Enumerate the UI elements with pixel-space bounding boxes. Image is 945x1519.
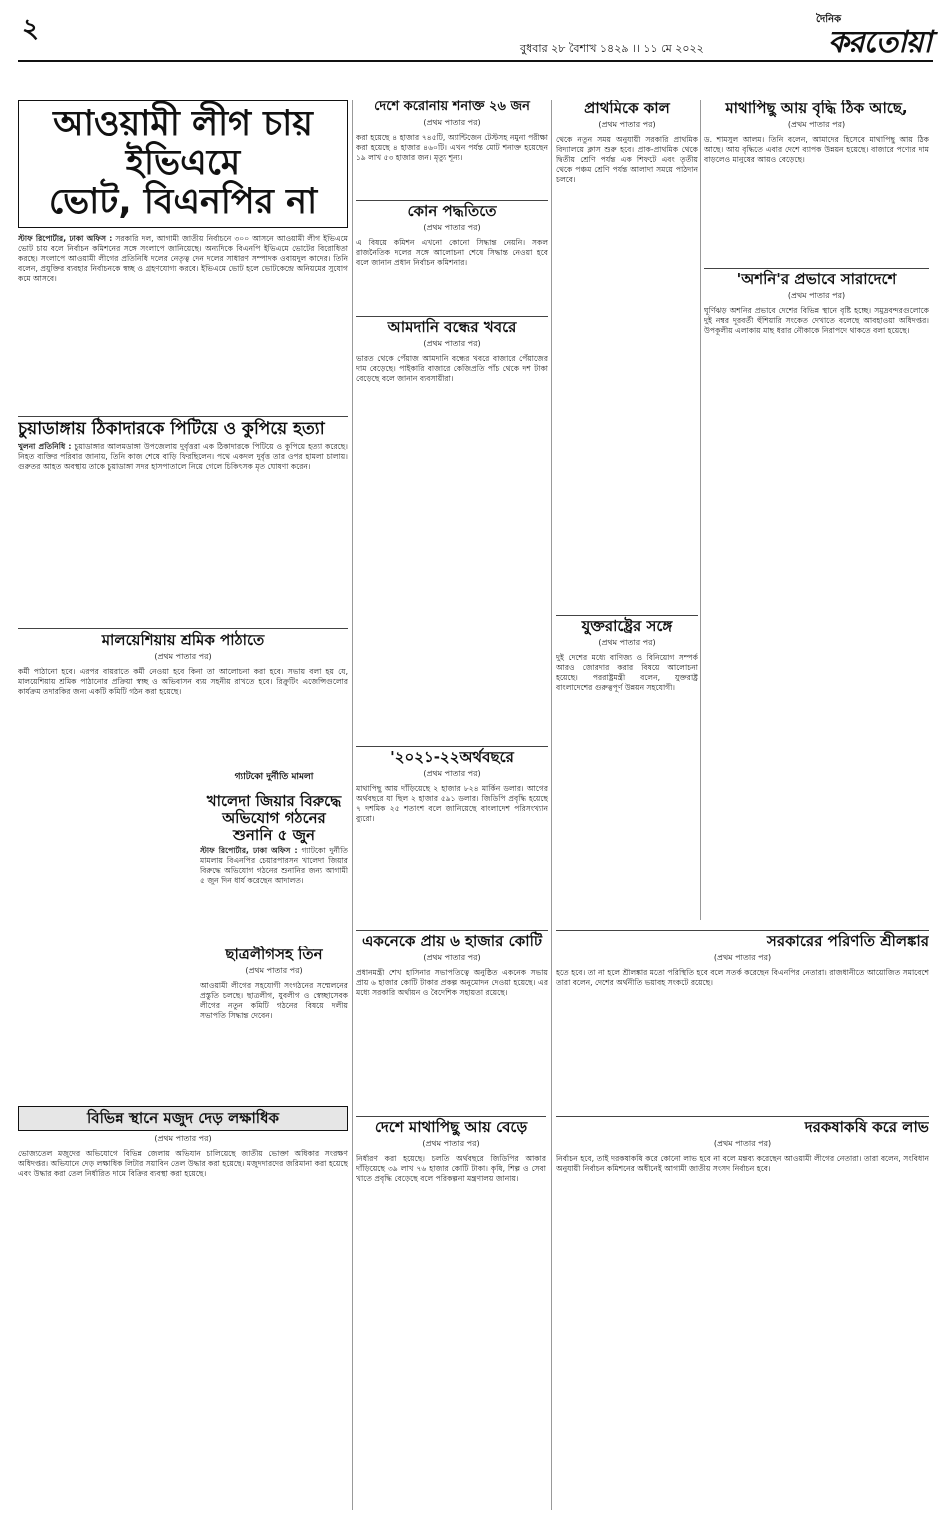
chhatralig-article — [200, 946, 348, 1096]
haggling-headline: দরকষাকষি করে লাভ — [804, 1118, 929, 1136]
govt-body: হতে হবে। তা না হলে শ্রীলঙ্কার মতো পরিস্থিতি হবে বলে সতর্ক করেছেন বিএনপির নেতারা। রাজধানীতে আয়োজিত সমাবেশে তারা বলেন, দেশের অর্থনীতি ভয়াবহ সংকটে রয়েছে। — [556, 967, 929, 987]
asani-headline: 'অশনি'র প্রভাবে সারাদেশে — [736, 270, 897, 288]
stockpile-jump: (প্রথম পাতার পর) — [154, 1133, 212, 1143]
primary-article — [556, 100, 698, 580]
import-body: ভারত থেকে পেঁয়াজ আমদানি বন্ধের খবরে বাজারে পেঁয়াজের দাম বেড়েছে। পাইকারি বাজারে কেজিপ্রতি পাঁচ থেকে দশ টাকা বেড়েছে বলে জানান ব্যবসায়ীরা। — [356, 353, 548, 383]
logo-prefix: দৈনিক — [816, 14, 842, 25]
khaleda-kicker: গ্যাটকো দুর্নীতি মামলা — [234, 772, 314, 782]
fy2122-headline: '২০২১-২২অর্থবছরে — [390, 748, 514, 766]
ekneke-jump: (প্রথম পাতার পর) — [423, 952, 481, 962]
chhatralig-headline: ছাত্রলীগসহ তিন — [225, 946, 323, 963]
newspaper-logo — [808, 6, 938, 58]
covid-jump: (প্রথম পাতার পর) — [423, 117, 481, 127]
asani-body: ঘূর্ণিঝড় অশনির প্রভাবে দেশের বিভিন্ন স্থানে বৃষ্টি হচ্ছে। সমুদ্রবন্দরগুলোকে দুই নম্বর দূরবর্তী হুঁশিয়ারি সংকেত দেখাতে বলেছে আবহাওয়া অধিদপ্তর। উপকূলীয় এলাকায় মাছ ধরার নৌকাকে নিরাপদে থাকতে বলা হয়েছে। — [704, 305, 929, 335]
haggling-jump: (প্রথম পাতার পর) — [713, 1138, 772, 1148]
asani-jump: (প্রথম পাতার পর) — [787, 290, 846, 300]
stockpile-article — [18, 1106, 348, 1506]
percapita-jump: (প্রথম পাতার পর) — [422, 1138, 480, 1148]
import-headline: আমদানি বন্ধের খবরে — [387, 318, 517, 336]
usa-article — [556, 615, 698, 915]
ekneke-headline: একনেকে প্রায় ৬ হাজার কোটি — [361, 932, 543, 950]
malaysia-headline: মালয়েশিয়ায় শ্রমিক পাঠাতে — [101, 631, 265, 649]
stockpile-headline: বিভিন্ন স্থানে মজুদ দেড় লক্ষাধিক — [87, 1109, 279, 1127]
govt-headline: সরকারের পরিণতি শ্রীলঙ্কার — [766, 932, 929, 950]
chuadanga-text: চুয়াডাঙ্গার আলমডাঙ্গা উপজেলায় দুর্বৃত্তরা এক ঠিকাদারকে পিটিয়ে ও কুপিয়ে হত্যা করেছে। নিহত ব্যক্তির পরিবার জানায়, তিনি কাজ শেষে বাড়ি ফিরছিলেন। পথে একদল দুর্বৃত্ত তার ওপর হামলা চালায়। গুরুতর আহত অবস্থায় তাকে চুয়াডাঙ্গা সদর হাসপাতালে নিয়ে গেলে চিকিৎসক মৃত ঘোষণা করেন। — [18, 442, 348, 472]
income-jump: (প্রথম পাতার পর) — [787, 119, 846, 129]
usa-headline: যুক্তরাষ্ট্রের সঙ্গে — [581, 617, 673, 635]
chhatralig-body: আওয়ামী লীগের সহযোগী সংগঠনের সম্মেলনের প্রস্তুতি চলছে। ছাত্রলীগ, যুবলীগ ও স্বেচ্ছাসেবক লীগের নতুন কমিটি গঠনের বিষয়ে দলীয় সভাপতি সিদ্ধান্ত দেবেন। — [200, 980, 348, 1020]
chuadanga-headline: চুয়াডাঙ্গায় ঠিকাদারকে পিটিয়ে ও কুপিয়ে হত্যা — [18, 419, 325, 439]
method-article — [356, 200, 548, 310]
lead-headline-line1: আওয়ামী লীগ চায় ইভিএমে — [53, 104, 313, 184]
ekneke-article — [356, 930, 548, 1050]
malaysia-jump: (প্রথম পাতার পর) — [154, 651, 212, 661]
primary-headline: প্রাথমিকে কাল — [584, 100, 670, 117]
covid-body: করা হয়েছে ৪ হাজার ৭৪৫টি, অ্যান্টিজেন টেস্টসহ নমুনা পরীক্ষা করা হয়েছে ৪ হাজার ৪৬০টি। এখন পর্যন্ত মোট শনাক্ত হয়েছেন ১৯ লাখ ৫৩ হাজার জন। মৃত্যু শূন্য। — [356, 132, 548, 162]
khaleda-body — [200, 846, 348, 886]
haggling-article — [556, 1116, 929, 1506]
income-article — [704, 100, 929, 260]
percapita-body: নির্ধারণ করা হয়েছে। চলতি অর্থবছরে জিডিপির আকার দাঁড়িয়েছে ৩৯ লাখ ৭৬ হাজার কোটি টাকা। কৃষি, শিল্প ও সেবা খাতে প্রবৃদ্ধি বেড়েছে বলে পরিকল্পনা মন্ত্রণালয় জানায়। — [356, 1153, 546, 1183]
stockpile-body: ভোজ্যতেল মজুদের অভিযোগে বিভিন্ন জেলায় অভিযান চালিয়েছে জাতীয় ভোক্তা অধিকার সংরক্ষণ অধিদপ্তর। অভিযানে দেড় লক্ষাধিক লিটার সয়াবিন তেল উদ্ধার করা হয়েছে। মজুদদারদের জরিমানা করা হয়েছে এবং উদ্ধার করা তেল নির্ধারিত দামে বিক্রির ব্যবস্থা করা হয়েছে। — [18, 1148, 348, 1178]
fy2122-jump: (প্রথম পাতার পর) — [423, 768, 481, 778]
import-article — [356, 316, 548, 536]
covid-article — [356, 100, 548, 195]
lead-text: সরকারি দল, আগামী জাতীয় নির্বাচনে ৩০০ আসনে আওয়ামী লীগ ইভিএমে ভোট চায় বলে নির্বাচন কমিশনের সঙ্গে সংলাপে জানিয়েছে। অন্যদিকে বিএনপি ইভিএমে ভোটের বিরোধিতা করছে। সংলাপে আওয়ামী লীগের প্রতিনিধি দলের নেতৃত্ব দেন দলের সাধারণ সম্পাদক ওবায়দুল কাদের। তিনি বলেন, প্রযুক্তির ব্যবহার নির্বাচনকে স্বচ্ছ ও গ্রহণযোগ্য করবে। ইভিএমে ভোট হলে ভোটকেন্দ্রে অনিয়মের সুযোগ কমে আসবে। — [18, 233, 348, 283]
income-headline: মাথাপিছু আয় বৃদ্ধি ঠিক আছে, — [725, 100, 908, 117]
method-headline: কোন পদ্ধতিতে — [407, 202, 497, 220]
masthead-rule — [18, 60, 933, 62]
usa-jump: (প্রথম পাতার পর) — [598, 637, 656, 647]
percapita-headline: দেশে মাথাপিছু আয় বেড়ে — [374, 1118, 528, 1136]
chuadanga-byline: খুলনা প্রতিনিধি : — [18, 442, 72, 452]
method-jump: (প্রথম পাতার পর) — [423, 222, 481, 232]
primary-jump: (প্রথম পাতার পর) — [598, 119, 656, 129]
fy2122-body: মাথাপিছু আয় দাঁড়িয়েছে ২ হাজার ৮২৪ মার্কিন ডলার। আগের অর্থবছরে যা ছিল ২ হাজার ৫৯১ ডলার। জিডিপি প্রবৃদ্ধি হয়েছে ৭ দশমিক ২৫ শতাংশ বলে জানিয়েছে বাংলাদেশ পরিসংখ্যান ব্যুরো। — [356, 783, 548, 823]
asani-article — [704, 268, 929, 916]
khaleda-article — [200, 760, 348, 940]
govt-jump: (প্রথম পাতার পর) — [713, 952, 772, 962]
khaleda-headline: খালেদা জিয়ার বিরুদ্ধে অভিযোগ গঠনের শুনানি ৫ জুন — [206, 792, 342, 844]
lead-headline-line2: ভোট, বিএনপির না — [48, 182, 318, 223]
income-body: ড. শামসুল আলম। তিনি বলেন, আমাদের হিসেবে মাথাপিছু আয় ঠিক আছে। আয় বৃদ্ধিতে এবার দেশে ব্যাপক উন্নয়ন হয়েছে। বাজারে পণ্যের দাম বাড়লেও মানুষের আয়ও বেড়েছে। — [704, 134, 929, 164]
chhatralig-jump: (প্রথম পাতার পর) — [245, 965, 303, 975]
column-divider — [352, 100, 353, 1510]
covid-headline: দেশে করোনায় শনাক্ত ২৬ জন — [374, 100, 530, 114]
page-number: ২ — [22, 14, 39, 44]
method-body: এ বিষয়ে কমিশন এখনো কোনো সিদ্ধান্ত নেয়নি। সকল রাজনৈতিক দলের সঙ্গে আলোচনা শেষে সিদ্ধান্ত নেওয়া হবে বলে জানান প্রধান নির্বাচন কমিশনার। — [356, 237, 548, 267]
masthead — [0, 0, 945, 62]
column-divider — [551, 100, 552, 1510]
chuadanga-body — [18, 442, 348, 472]
import-jump: (প্রথম পাতার পর) — [423, 338, 481, 348]
malaysia-body: কর্মী পাঠানো হবে। এরপর বায়রাতে কর্মী নেওয়া হবে কিনা তা আলোচনা করা হবে। সভায় বলা হয় যে, মালয়েশিয়ায় শ্রমিক পাঠানোর প্রক্রিয়া স্বচ্ছ ও অভিবাসন ব্যয় সহনীয় রাখতে হবে। রিক্রুটিং এজেন্সিগুলোর কার্যক্রম তদারকির জন্য একটি কমিটি গঠন করা হয়েছে। — [18, 666, 348, 696]
logo-name: করতোয়া — [828, 25, 932, 60]
haggling-body: নির্বাচন হবে, তাই দরকষাকষি করে কোনো লাভ হবে না বলে মন্তব্য করেছেন আওয়ামী লীগের নেতারা। তারা বলেন, সংবিধান অনুযায়ী নির্বাচন কমিশনের অধীনেই আগামী জাতীয় সংসদ নির্বাচন হবে। — [556, 1153, 929, 1173]
percapita-article — [356, 1116, 546, 1506]
lead-byline: স্টাফ রিপোর্টার, ঢাকা অফিস : — [18, 233, 113, 243]
ekneke-body: প্রধানমন্ত্রী শেখ হাসিনার সভাপতিত্বে অনুষ্ঠিত একনেক সভায় প্রায় ৬ হাজার কোটি টাকার প্রকল্প অনুমোদন দেওয়া হয়েছে। এর মধ্যে সরকারি অর্থায়ন ও বৈদেশিক সহায়তা রয়েছে। — [356, 967, 548, 997]
usa-body: দুই দেশের মধ্যে বাণিজ্য ও বিনিয়োগ সম্পর্ক আরও জোরদার করার বিষয়ে আলোচনা হয়েছে। পররাষ্ট্রমন্ত্রী বলেন, যুক্তরাষ্ট্র বাংলাদেশের গুরুত্বপূর্ণ উন্নয়ন সহযোগী। — [556, 652, 698, 692]
dateline: বুধবার ২৮ বৈশাখ ১৪২৯ ।। ১১ মে ২০২২ — [520, 42, 704, 55]
fy2122-article — [356, 746, 548, 916]
lead-article — [18, 100, 348, 410]
khaleda-byline: স্টাফ রিপোর্টার, ঢাকা অফিস : — [200, 846, 298, 856]
khaleda-text: গ্যাটকো দুর্নীতি মামলায় বিএনপির চেয়ারপারসন খালেদা জিয়ার বিরুদ্ধে অভিযোগ গঠনের শুনানির জন্য আগামী ৫ জুন দিন ধার্য করেছেন আদালত। — [200, 846, 348, 886]
primary-body: থেকে নতুন সময় অনুযায়ী সরকারি প্রাথমিক বিদ্যালয়ে ক্লাস শুরু হবে। প্রাক-প্রাথমিক থেকে দ্বিতীয় শ্রেণি পর্যন্ত এক শিফটে এবং তৃতীয় থেকে পঞ্চম শ্রেণি পর্যন্ত আলাদা সময়ে পাঠদান চলবে। — [556, 134, 698, 184]
govt-article — [556, 930, 929, 1090]
lead-body — [18, 234, 348, 284]
column-divider — [700, 100, 701, 920]
chuadanga-article — [18, 416, 348, 606]
